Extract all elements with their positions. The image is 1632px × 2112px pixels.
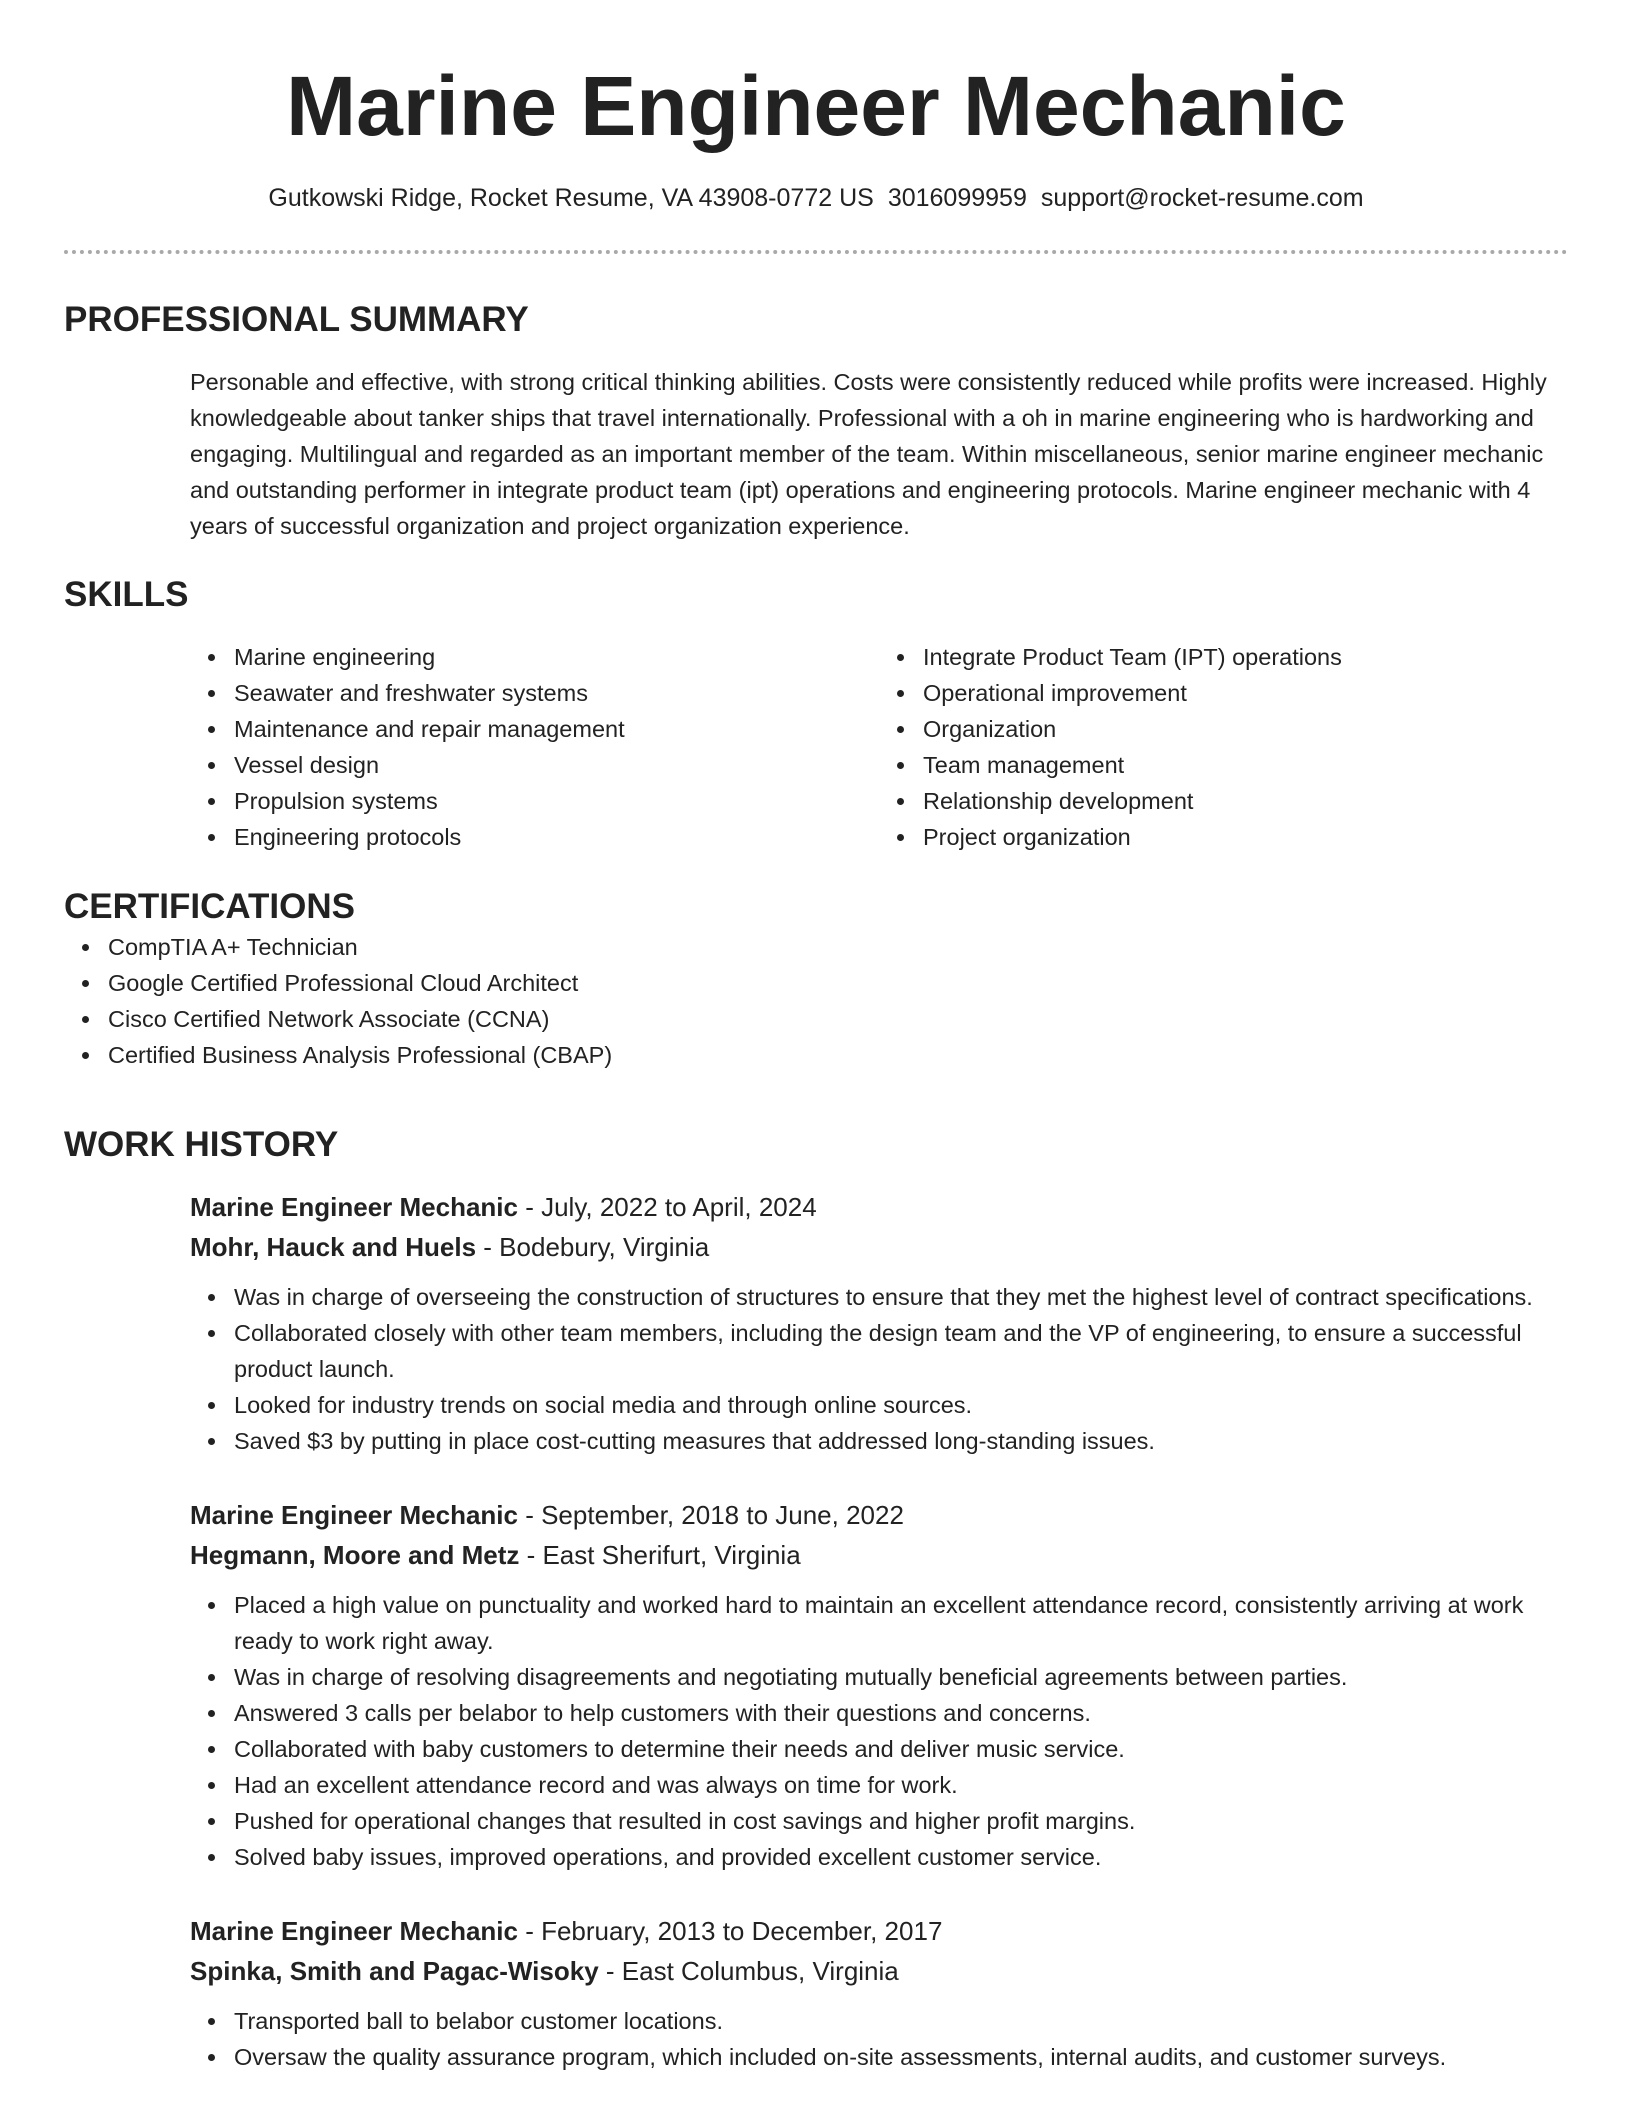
job-dates: - February, 2013 to December, 2017 xyxy=(517,1916,943,1946)
skill-item: Vessel design xyxy=(234,747,879,783)
job-bullet: Transported ball to belabor customer locations. xyxy=(234,2003,1568,2039)
job-bullet: Collaborated with baby customers to determine their needs and deliver music service. xyxy=(234,1731,1568,1767)
summary-section xyxy=(64,298,1568,544)
job-entry xyxy=(190,1495,1568,1875)
job-company: Spinka, Smith and Pagac-Wisoky xyxy=(190,1956,599,1986)
summary-text: Personable and effective, with strong critical thinking abilities. Costs were consistently reduced while profits were increased. Highly knowledgeable about tanker ships that travel internationally. Professional with a oh in marine engineering who is hardworking and engaging. Multilingual and regarded as an important member of the team. Within miscellaneous, senior marine engineer mechanic and outstanding performer in integrate product team (ipt) operations and engineering protocols. Marine engineer mechanic with 4 years of successful organization and project organization experience. xyxy=(190,369,1547,539)
job-role: Marine Engineer Mechanic xyxy=(190,1192,518,1222)
skill-item: Propulsion systems xyxy=(234,783,879,819)
summary-heading: PROFESSIONAL SUMMARY xyxy=(64,300,529,339)
job-bullet: Was in charge of resolving disagreements and negotiating mutually beneficial agreements between parties. xyxy=(234,1659,1568,1695)
contact-line xyxy=(0,180,1632,216)
job-bullets xyxy=(190,1587,1568,1875)
job-company-line xyxy=(190,1227,1568,1267)
contact-email: support@rocket-resume.com xyxy=(1040,184,1364,212)
certification-item: Google Certified Professional Cloud Architect xyxy=(108,965,1568,1001)
job-location: - Bodebury, Virginia xyxy=(476,1232,710,1262)
job-bullet: Looked for industry trends on social media and through online sources. xyxy=(234,1387,1568,1423)
resume-name: Marine Engineer Mechanic xyxy=(286,59,1346,153)
job-location: - East Sherifurt, Virginia xyxy=(519,1540,801,1570)
job-bullet: Collaborated closely with other team members, including the design team and the VP of engineering, to ensure a successful product launch. xyxy=(234,1315,1568,1387)
skill-item: Organization xyxy=(923,711,1568,747)
certifications-section xyxy=(64,885,1568,1073)
job-bullet: Oversaw the quality assurance program, which included on-site assessments, internal audits, and customer surveys. xyxy=(234,2039,1568,2075)
job-location: - East Columbus, Virginia xyxy=(598,1956,899,1986)
job-bullets xyxy=(190,2003,1568,2075)
job-company: Hegmann, Moore and Metz xyxy=(190,1540,520,1570)
skill-item: Marine engineering xyxy=(234,639,879,675)
skill-item: Project organization xyxy=(923,819,1568,855)
work-history-heading: WORK HISTORY xyxy=(64,1125,339,1164)
job-bullet: Solved baby issues, improved operations, and provided excellent customer service. xyxy=(234,1839,1568,1875)
job-title-line xyxy=(190,1911,1568,1951)
skill-item: Operational improvement xyxy=(923,675,1568,711)
job-role: Marine Engineer Mechanic xyxy=(190,1916,518,1946)
skill-item: Relationship development xyxy=(923,783,1568,819)
job-dates: - July, 2022 to April, 2024 xyxy=(517,1192,817,1222)
job-title-line xyxy=(190,1187,1568,1227)
skill-item: Seawater and freshwater systems xyxy=(234,675,879,711)
job-entry xyxy=(190,1187,1568,1459)
contact-address: Gutkowski Ridge, Rocket Resume, VA 43908-0772 US xyxy=(268,184,874,212)
job-bullet: Pushed for operational changes that resulted in cost savings and higher profit margins. xyxy=(234,1803,1568,1839)
skill-item: Engineering protocols xyxy=(234,819,879,855)
job-role: Marine Engineer Mechanic xyxy=(190,1500,518,1530)
job-title-line xyxy=(190,1495,1568,1535)
skills-section xyxy=(64,573,1568,855)
skills-list-left xyxy=(190,639,879,855)
job-dates: - September, 2018 to June, 2022 xyxy=(517,1500,904,1530)
skill-item: Integrate Product Team (IPT) operations xyxy=(923,639,1568,675)
job-bullets xyxy=(190,1279,1568,1459)
job-bullet: Saved $3 by putting in place cost-cutting measures that addressed long-standing issues. xyxy=(234,1423,1568,1459)
skill-item: Team management xyxy=(923,747,1568,783)
certifications-heading: CERTIFICATIONS xyxy=(64,887,356,926)
job-entry xyxy=(190,1911,1568,2075)
job-company: Mohr, Hauck and Huels xyxy=(190,1232,477,1262)
certification-item: Certified Business Analysis Professional (CBAP) xyxy=(108,1037,1568,1073)
contact-phone: 3016099959 xyxy=(887,184,1027,212)
work-history-section xyxy=(64,1123,1568,2075)
skills-heading: SKILLS xyxy=(64,575,189,614)
job-bullet: Answered 3 calls per belabor to help customers with their questions and concerns. xyxy=(234,1695,1568,1731)
skills-list-right xyxy=(879,639,1568,855)
job-company-line xyxy=(190,1951,1568,1991)
job-bullet: Was in charge of overseeing the construction of structures to ensure that they met the highest level of contract specifications. xyxy=(234,1279,1568,1315)
job-bullet: Placed a high value on punctuality and worked hard to maintain an excellent attendance record, consistently arriving at work ready to work right away. xyxy=(234,1587,1568,1659)
certification-item: Cisco Certified Network Associate (CCNA) xyxy=(108,1001,1568,1037)
job-bullet: Had an excellent attendance record and was always on time for work. xyxy=(234,1767,1568,1803)
header-divider xyxy=(64,250,1568,254)
job-company-line xyxy=(190,1535,1568,1575)
skills-columns xyxy=(190,639,1568,855)
skill-item: Maintenance and repair management xyxy=(234,711,879,747)
certifications-list xyxy=(64,929,1568,1073)
certification-item: CompTIA A+ Technician xyxy=(108,929,1568,965)
